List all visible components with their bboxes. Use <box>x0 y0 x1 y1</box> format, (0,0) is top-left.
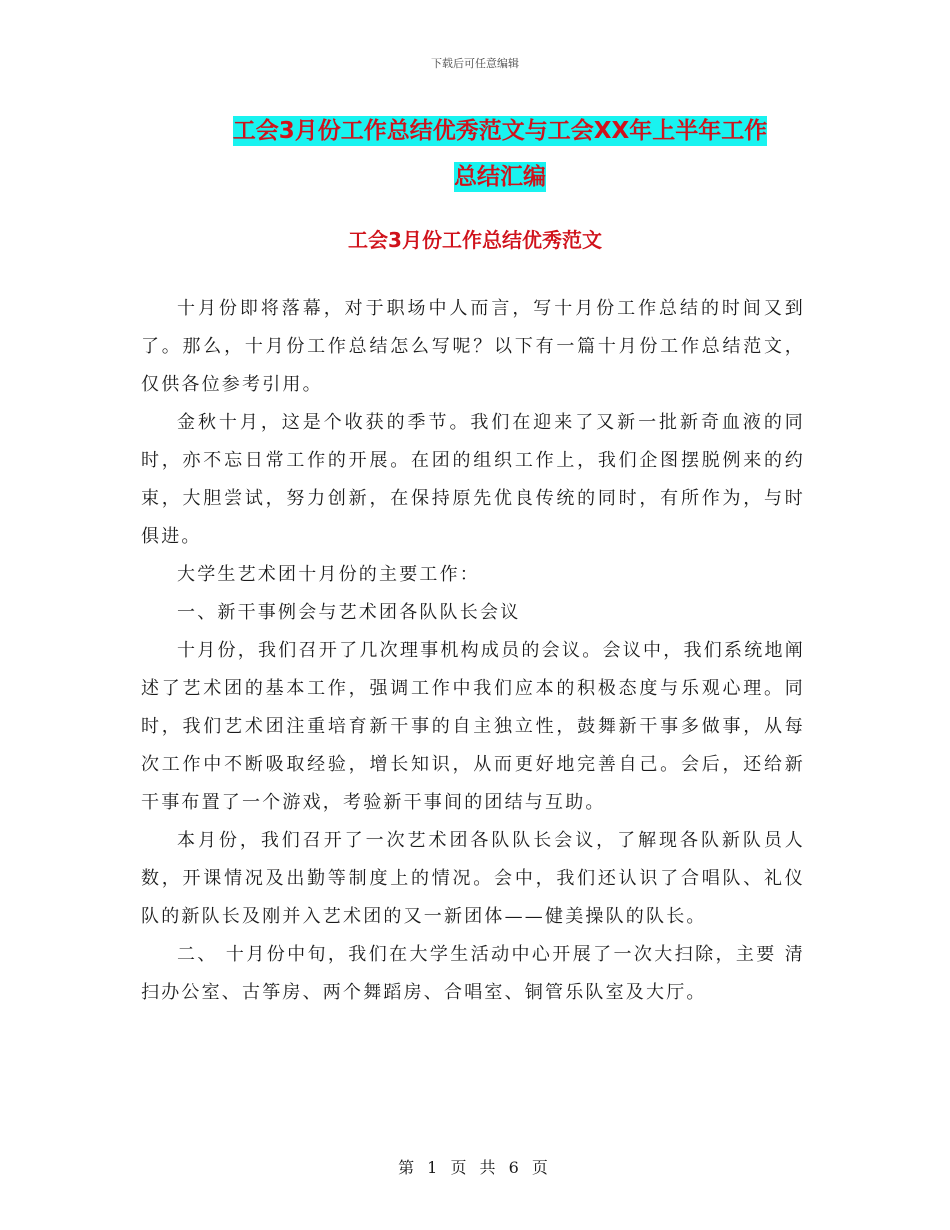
header-note: 下载后可任意编辑 <box>431 57 519 70</box>
section-title: 工会3月份工作总结优秀范文 <box>348 228 602 252</box>
paragraph: 十月份即将落幕，对于职场中人而言，写十月份工作总结的时间又到了。那么，十月份工作总结怎么写呢？以下有一篇十月份工作总结范文，仅供各位参考引用。 <box>141 298 805 395</box>
paragraph: 本月份，我们召开了一次艺术团各队队长会议，了解现各队新队员人数，开课情况及出勤等制度上的情况。会中，我们还认识了合唱队、礼仪队的新队长及刚并入艺术团的又一新团体——健美操队的队长。 <box>141 830 805 927</box>
document-title-line-2: 总结汇编 <box>454 164 546 190</box>
page-footer: 第 1 页 共 6 页 <box>398 1158 552 1177</box>
paragraph: 一、新干事例会与艺术团各队队长会议 <box>177 602 521 623</box>
paragraph: 十月份，我们召开了几次理事机构成员的会议。会议中，我们系统地阐述了艺术团的基本工作，强调工作中我们应本的积极态度与乐观心理。同时，我们艺术团注重培育新干事的自主独立性，鼓舞新干事多做事，从每次工作中不断吸取经验，增长知识，从而更好地完善自己。会后，还给新干事布置了一个游戏，考验新干事间的团结与互助。 <box>141 640 805 813</box>
paragraph: 二、 十月份中旬，我们在大学生活动中心开展了一次大扫除，主要 清扫办公室、古筝房、两个舞蹈房、合唱室、铜管乐队室及大厅。 <box>141 944 805 1003</box>
document-title-line-1: 工会3月份工作总结优秀范文与工会XX年上半年工作 <box>232 118 768 144</box>
paragraph: 大学生艺术团十月份的主要工作： <box>177 564 480 585</box>
document-title <box>140 108 860 200</box>
paragraph: 金秋十月，这是个收获的季节。我们在迎来了又新一批新奇血液的同时，亦不忘日常工作的开展。在团的组织工作上，我们企图摆脱例来的约束，大胆尝试，努力创新，在保持原先优良传统的同时，有所作为，与时俱进。 <box>141 412 805 547</box>
document-body <box>141 290 805 1012</box>
